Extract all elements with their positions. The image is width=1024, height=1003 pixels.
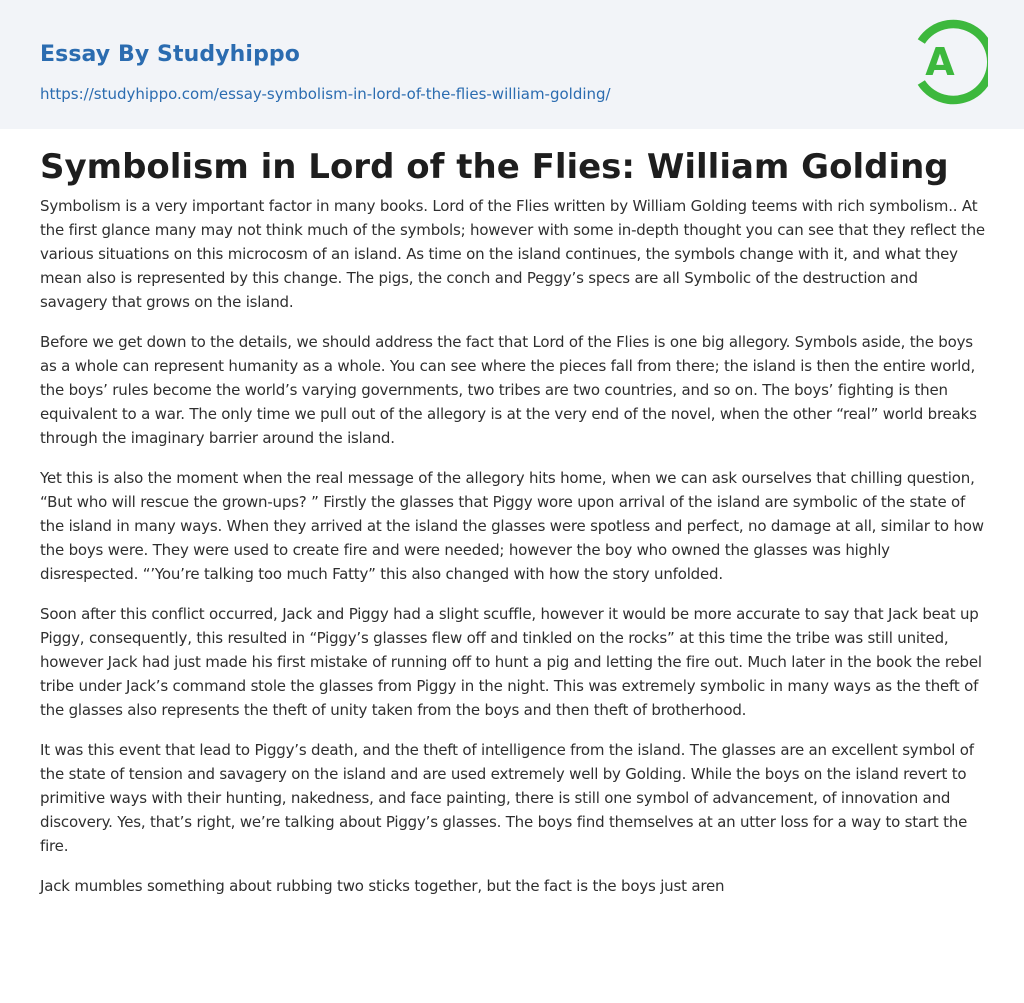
site-brand[interactable]: Essay By Studyhippo <box>40 42 300 67</box>
essay-paragraph: Soon after this conflict occurred, Jack and Piggy had a slight scuffle, however it would be more accurate to say that Jack beat up Piggy, consequently, this resulted in “Piggy’s glasses flew off and tinkled on the rocks” at this time the tribe was still united, however Jack had just made his first mistake of running off to hunt a pig and letting the fire out. Much later in the book the rebel tribe under Jack’s command stole the glasses from Piggy in the night. This was extremely symbolic in many ways as the theft of the glasses also represents the theft of unity taken from the boys and then theft of brotherhood. <box>40 605 982 719</box>
essay-title: Symbolism in Lord of the Flies: William Golding <box>40 147 949 187</box>
logo-letter: A <box>925 40 955 84</box>
studyhippo-logo-icon[interactable] <box>912 18 988 106</box>
essay-paragraph: Jack mumbles something about rubbing two sticks together, but the fact is the boys just aren <box>40 877 725 895</box>
page-header <box>0 0 1024 129</box>
essay-paragraph: It was this event that lead to Piggy’s death, and the theft of intelligence from the island. The glasses are an excellent symbol of the state of tension and savagery on the island and are used extremely well by Golding. While the boys on the island revert to primitive ways with their hunting, nakedness, and face painting, there is still one symbol of advancement, of innovation and discovery. Yes, that’s right, we’re talking about Piggy’s glasses. The boys find themselves at an utter loss for a way to start the fire. <box>40 741 974 855</box>
essay-body <box>40 194 986 914</box>
essay-paragraph: Before we get down to the details, we should address the fact that Lord of the Flies is one big allegory. Symbols aside, the boys as a whole can represent humanity as a whole. You can see where the pieces fall from there; the island is then the entire world, the boys’ rules become the world’s varying governments, two tribes are two countries, and so on. The boys’ fighting is then equivalent to a war. The only time we pull out of the allegory is at the very end of the novel, when the other “real” world breaks through the imaginary barrier around the island. <box>40 333 977 447</box>
essay-paragraph: Symbolism is a very important factor in many books. Lord of the Flies written by William Golding teems with rich symbolism.. At the first glance many may not think much of the symbols; however with some in-depth thought you can see that they reflect the various situations on this microcosm of an island. As time on the island continues, the symbols change with it, and what they mean also is represented by this change. The pigs, the conch and Peggy’s specs are all Symbolic of the destruction and savagery that grows on the island. <box>40 197 985 311</box>
source-url-link[interactable]: https://studyhippo.com/essay-symbolism-in-lord-of-the-flies-william-golding/ <box>40 85 611 103</box>
essay-paragraph: Yet this is also the moment when the real message of the allegory hits home, when we can ask ourselves that chilling question, “But who will rescue the grown-ups? ” Firstly the glasses that Piggy wore upon arrival of the island are symbolic of the state of the island in many ways. When they arrived at the island the glasses were spotless and perfect, no damage at all, similar to how the boys were. They were used to create fire and were needed; however the boy who owned the glasses was highly disrespected. “’You’re talking too much Fatty” this also changed with how the story unfolded. <box>40 469 984 583</box>
